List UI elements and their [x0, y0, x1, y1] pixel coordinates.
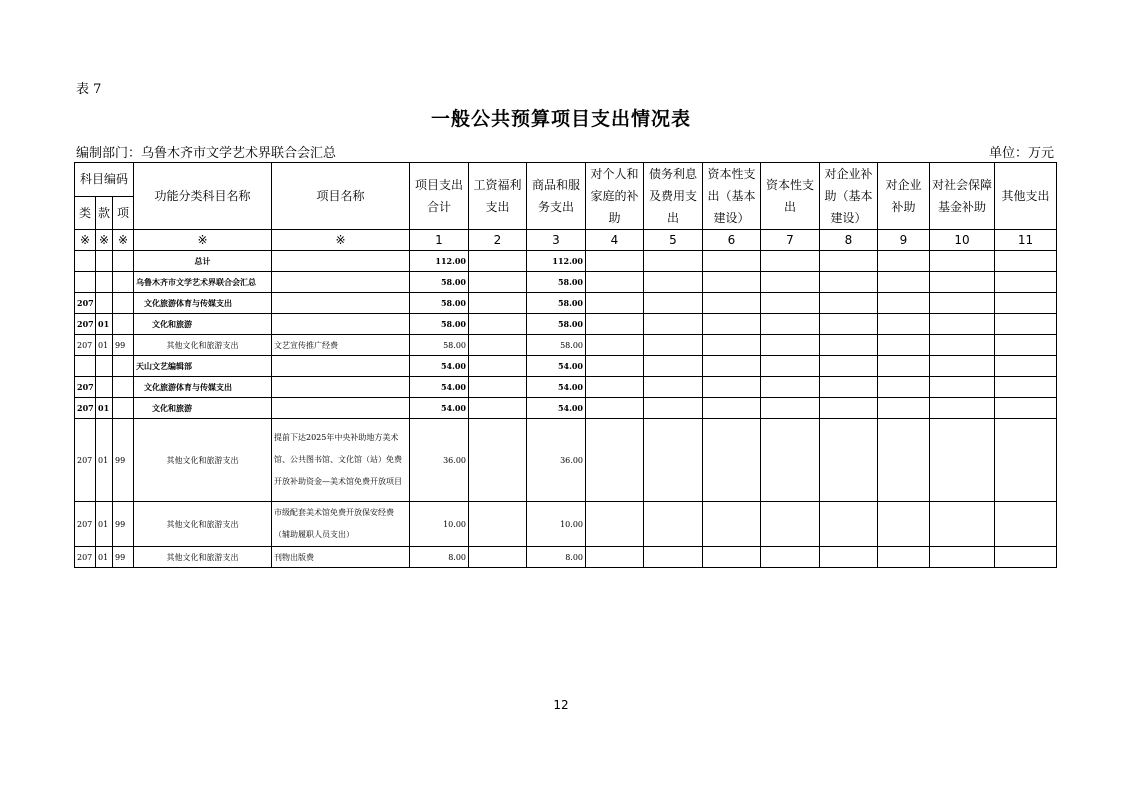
- marker-cell: 11: [995, 230, 1057, 251]
- cell-empty: [878, 419, 930, 502]
- cell-empty: [995, 547, 1057, 568]
- cell-total: 54.00: [410, 356, 469, 377]
- cell-empty: [820, 335, 878, 356]
- cell-xiang: [113, 251, 134, 272]
- cell-empty: [469, 419, 527, 502]
- cell-empty: [644, 356, 703, 377]
- marker-cell: 1: [410, 230, 469, 251]
- cell-goods: 54.00: [527, 377, 586, 398]
- cell-empty: [644, 547, 703, 568]
- cell-empty: [820, 398, 878, 419]
- cell-empty: [703, 502, 761, 547]
- marker-cell: ※: [75, 230, 96, 251]
- cell-empty: [878, 293, 930, 314]
- cell-kuan: 01: [96, 419, 113, 502]
- cell-empty: [761, 356, 820, 377]
- cell-empty: [761, 398, 820, 419]
- cell-proj-name: [272, 398, 410, 419]
- table-row: [75, 335, 1057, 356]
- cell-lei: 207: [75, 547, 96, 568]
- cell-goods: 58.00: [527, 272, 586, 293]
- cell-empty: [586, 356, 644, 377]
- cell-empty: [469, 547, 527, 568]
- header-col-6: 资本性支出（基本建设）: [703, 163, 761, 230]
- cell-empty: [644, 502, 703, 547]
- cell-empty: [644, 272, 703, 293]
- cell-empty: [878, 398, 930, 419]
- header-col-1: 项目支出合计: [410, 163, 469, 230]
- cell-proj-name: [272, 377, 410, 398]
- header-col-10: 对社会保障基金补助: [930, 163, 995, 230]
- cell-empty: [878, 335, 930, 356]
- table-row: [75, 398, 1057, 419]
- cell-func-name: 文化旅游体育与传媒支出: [134, 377, 272, 398]
- cell-kuan: [96, 293, 113, 314]
- cell-empty: [586, 314, 644, 335]
- cell-kuan: 01: [96, 314, 113, 335]
- cell-empty: [930, 419, 995, 502]
- header-func-name: 功能分类科目名称: [134, 163, 272, 230]
- cell-empty: [586, 419, 644, 502]
- cell-empty: [995, 502, 1057, 547]
- cell-func-name: 其他文化和旅游支出: [134, 335, 272, 356]
- cell-lei: 207: [75, 293, 96, 314]
- cell-empty: [995, 419, 1057, 502]
- cell-xiang: 99: [113, 502, 134, 547]
- cell-empty: [761, 502, 820, 547]
- cell-func-name: 天山文艺编辑部: [134, 356, 272, 377]
- marker-cell: 5: [644, 230, 703, 251]
- marker-cell: 7: [761, 230, 820, 251]
- cell-proj-name: 提前下达2025年中央补助地方美术馆、公共图书馆、文化馆（站）免费开放补助资金—美术馆免费开放项目: [272, 419, 410, 502]
- cell-total: 10.00: [410, 502, 469, 547]
- cell-lei: 207: [75, 335, 96, 356]
- header-col-2: 工资福利支出: [469, 163, 527, 230]
- cell-empty: [930, 377, 995, 398]
- cell-empty: [469, 398, 527, 419]
- cell-empty: [703, 272, 761, 293]
- header-lei: 类: [75, 196, 96, 230]
- cell-empty: [703, 547, 761, 568]
- marker-cell: 3: [527, 230, 586, 251]
- table-row: [75, 314, 1057, 335]
- cell-empty: [820, 502, 878, 547]
- table-number: 表 7: [76, 82, 102, 97]
- cell-empty: [930, 547, 995, 568]
- cell-empty: [586, 335, 644, 356]
- cell-empty: [761, 251, 820, 272]
- table-row: [75, 547, 1057, 568]
- cell-empty: [644, 314, 703, 335]
- cell-empty: [761, 335, 820, 356]
- cell-lei: 207: [75, 419, 96, 502]
- table-row: [75, 272, 1057, 293]
- cell-func-name: 乌鲁木齐市文学艺术界联合会汇总: [134, 272, 272, 293]
- cell-lei: [75, 251, 96, 272]
- header-col-8: 对企业补助（基本建设）: [820, 163, 878, 230]
- cell-empty: [586, 398, 644, 419]
- cell-empty: [878, 356, 930, 377]
- cell-empty: [820, 377, 878, 398]
- cell-empty: [930, 293, 995, 314]
- header-col-7: 资本性支出: [761, 163, 820, 230]
- budget-table: [74, 162, 1057, 568]
- cell-empty: [761, 272, 820, 293]
- cell-empty: [995, 356, 1057, 377]
- cell-empty: [586, 547, 644, 568]
- cell-empty: [995, 272, 1057, 293]
- cell-total: 58.00: [410, 314, 469, 335]
- cell-proj-name: [272, 314, 410, 335]
- cell-empty: [644, 419, 703, 502]
- header-col-3: 商品和服务支出: [527, 163, 586, 230]
- cell-goods: 54.00: [527, 356, 586, 377]
- cell-goods: 10.00: [527, 502, 586, 547]
- cell-xiang: [113, 377, 134, 398]
- table-row: [75, 502, 1057, 547]
- cell-empty: [644, 377, 703, 398]
- column-number-row: [75, 230, 1057, 251]
- cell-xiang: [113, 356, 134, 377]
- cell-kuan: [96, 272, 113, 293]
- cell-empty: [761, 314, 820, 335]
- header-col-11: 其他支出: [995, 163, 1057, 230]
- cell-total: 54.00: [410, 398, 469, 419]
- cell-empty: [469, 502, 527, 547]
- cell-func-name: 文化和旅游: [134, 314, 272, 335]
- cell-func-name: 文化旅游体育与传媒支出: [134, 293, 272, 314]
- marker-cell: ※: [134, 230, 272, 251]
- cell-empty: [469, 314, 527, 335]
- cell-lei: 207: [75, 314, 96, 335]
- table-row: [75, 419, 1057, 502]
- header-xiang: 项: [113, 196, 134, 230]
- cell-xiang: [113, 272, 134, 293]
- cell-empty: [820, 293, 878, 314]
- cell-func-name: 其他文化和旅游支出: [134, 419, 272, 502]
- cell-total: 8.00: [410, 547, 469, 568]
- cell-kuan: [96, 356, 113, 377]
- cell-empty: [644, 398, 703, 419]
- cell-goods: 8.00: [527, 547, 586, 568]
- cell-xiang: [113, 398, 134, 419]
- cell-empty: [644, 335, 703, 356]
- cell-empty: [703, 356, 761, 377]
- marker-cell: ※: [272, 230, 410, 251]
- cell-lei: [75, 272, 96, 293]
- unit-label: 单位：万元: [988, 146, 1054, 161]
- cell-empty: [586, 293, 644, 314]
- cell-func-name: 总计: [134, 251, 272, 272]
- cell-empty: [586, 502, 644, 547]
- cell-empty: [995, 314, 1057, 335]
- header-col-5: 债务利息及费用支出: [644, 163, 703, 230]
- page-title: 一般公共预算项目支出情况表: [430, 108, 691, 130]
- cell-empty: [761, 293, 820, 314]
- cell-empty: [995, 251, 1057, 272]
- marker-cell: 8: [820, 230, 878, 251]
- table-row: [75, 356, 1057, 377]
- marker-cell: 4: [586, 230, 644, 251]
- cell-empty: [644, 251, 703, 272]
- cell-xiang: 99: [113, 547, 134, 568]
- cell-goods: 112.00: [527, 251, 586, 272]
- cell-kuan: 01: [96, 502, 113, 547]
- cell-empty: [586, 251, 644, 272]
- cell-empty: [703, 398, 761, 419]
- cell-empty: [930, 398, 995, 419]
- cell-empty: [820, 251, 878, 272]
- cell-empty: [644, 293, 703, 314]
- cell-empty: [820, 272, 878, 293]
- cell-empty: [703, 377, 761, 398]
- cell-total: 54.00: [410, 377, 469, 398]
- cell-func-name: 其他文化和旅游支出: [134, 502, 272, 547]
- cell-lei: 207: [75, 398, 96, 419]
- cell-proj-name: [272, 251, 410, 272]
- cell-total: 58.00: [410, 272, 469, 293]
- cell-empty: [586, 272, 644, 293]
- header-proj-name: 项目名称: [272, 163, 410, 230]
- cell-empty: [703, 293, 761, 314]
- cell-goods: 58.00: [527, 335, 586, 356]
- cell-func-name: 其他文化和旅游支出: [134, 547, 272, 568]
- cell-total: 112.00: [410, 251, 469, 272]
- cell-empty: [703, 314, 761, 335]
- cell-empty: [469, 335, 527, 356]
- cell-empty: [995, 293, 1057, 314]
- cell-empty: [995, 398, 1057, 419]
- cell-empty: [469, 377, 527, 398]
- cell-empty: [761, 547, 820, 568]
- cell-empty: [469, 272, 527, 293]
- cell-xiang: 99: [113, 335, 134, 356]
- cell-empty: [469, 251, 527, 272]
- header-code-group: 科目编码: [75, 163, 134, 197]
- cell-empty: [703, 335, 761, 356]
- cell-empty: [469, 356, 527, 377]
- header-col-4: 对个人和家庭的补助: [586, 163, 644, 230]
- cell-xiang: 99: [113, 419, 134, 502]
- cell-empty: [930, 314, 995, 335]
- cell-empty: [878, 502, 930, 547]
- cell-empty: [995, 335, 1057, 356]
- cell-kuan: 01: [96, 398, 113, 419]
- cell-goods: 36.00: [527, 419, 586, 502]
- marker-cell: 6: [703, 230, 761, 251]
- cell-empty: [820, 419, 878, 502]
- cell-goods: 58.00: [527, 293, 586, 314]
- cell-kuan: [96, 251, 113, 272]
- cell-proj-name: [272, 293, 410, 314]
- cell-proj-name: 文艺宣传推广经费: [272, 335, 410, 356]
- cell-empty: [930, 251, 995, 272]
- cell-xiang: [113, 314, 134, 335]
- table-row: [75, 377, 1057, 398]
- cell-proj-name: 刊物出版费: [272, 547, 410, 568]
- cell-lei: 207: [75, 502, 96, 547]
- cell-empty: [878, 377, 930, 398]
- marker-cell: ※: [96, 230, 113, 251]
- cell-lei: 207: [75, 377, 96, 398]
- cell-empty: [995, 377, 1057, 398]
- cell-total: 36.00: [410, 419, 469, 502]
- cell-proj-name: [272, 272, 410, 293]
- cell-empty: [930, 356, 995, 377]
- table-row: [75, 251, 1057, 272]
- header-kuan: 款: [96, 196, 113, 230]
- cell-goods: 54.00: [527, 398, 586, 419]
- cell-empty: [586, 377, 644, 398]
- marker-cell: 9: [878, 230, 930, 251]
- cell-empty: [703, 251, 761, 272]
- cell-empty: [878, 547, 930, 568]
- cell-total: 58.00: [410, 293, 469, 314]
- cell-empty: [930, 335, 995, 356]
- cell-empty: [761, 419, 820, 502]
- page-number: 12: [553, 698, 569, 712]
- table-row: [75, 293, 1057, 314]
- cell-empty: [930, 502, 995, 547]
- cell-kuan: 01: [96, 335, 113, 356]
- cell-empty: [878, 272, 930, 293]
- cell-proj-name: 市级配套美术馆免费开放保安经费（辅助履职人员支出）: [272, 502, 410, 547]
- cell-empty: [761, 377, 820, 398]
- marker-cell: ※: [113, 230, 134, 251]
- cell-empty: [820, 547, 878, 568]
- cell-func-name: 文化和旅游: [134, 398, 272, 419]
- cell-empty: [820, 314, 878, 335]
- cell-kuan: 01: [96, 547, 113, 568]
- cell-proj-name: [272, 356, 410, 377]
- marker-cell: 2: [469, 230, 527, 251]
- cell-empty: [469, 293, 527, 314]
- cell-empty: [820, 356, 878, 377]
- cell-empty: [703, 419, 761, 502]
- cell-xiang: [113, 293, 134, 314]
- header-col-9: 对企业补助: [878, 163, 930, 230]
- cell-kuan: [96, 377, 113, 398]
- cell-empty: [878, 314, 930, 335]
- cell-lei: [75, 356, 96, 377]
- cell-goods: 58.00: [527, 314, 586, 335]
- cell-empty: [878, 251, 930, 272]
- compiling-department: 编制部门：乌鲁木齐市文学艺术界联合会汇总: [76, 146, 337, 161]
- cell-empty: [930, 272, 995, 293]
- cell-total: 58.00: [410, 335, 469, 356]
- marker-cell: 10: [930, 230, 995, 251]
